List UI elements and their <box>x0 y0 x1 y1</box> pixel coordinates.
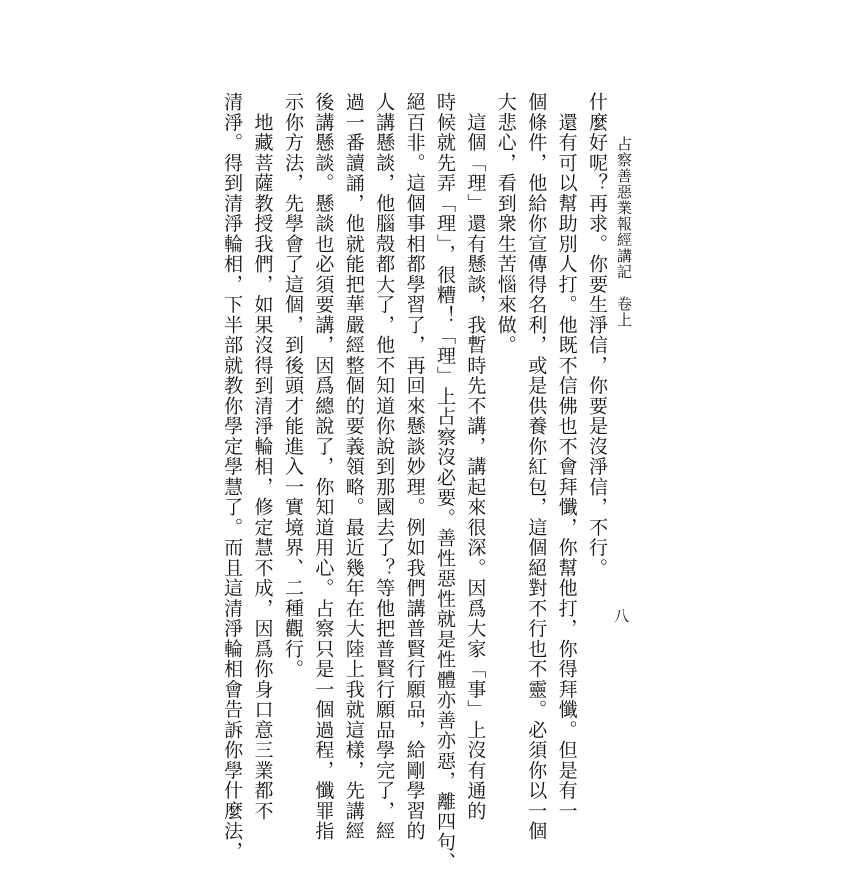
text-column: 地藏菩薩教授我們，如果沒得到清淨輪相，修定慧不成，因爲你身口意三業都不 <box>251 92 274 821</box>
text-column: 大悲心，看到衆生苦惱來做。 <box>494 92 517 356</box>
running-header: 占察善惡業報經講記 卷上 <box>615 136 633 328</box>
text-column: 什麼好呢？再求。你要生淨信，你要是沒淨信，不行。 <box>586 92 608 578</box>
text-column: 絕百非。這個事相都學習了，再回來懸談妙理。例如我們講普賢行願品，給剛學習的 <box>403 92 426 842</box>
text-column: 清淨。得到清淨輪相，下半部就教你學定學慧了。而且這清淨輪相會告訴你學什麼法， <box>221 92 244 862</box>
text-column: 後講懸談。懸談也必須要講，因爲總說了，你知道用心。占察只是一個過程，懺罪指 <box>312 92 335 842</box>
text-column: 過一番讀誦，他就能把華嚴經整個的要義領略。最近幾年在大陸上我就這樣，先講經 <box>342 92 365 842</box>
text-column: 還有可以幫助別人打。他既不信佛也不會拜懺，你幫他打，你得拜懺。但是有一 <box>555 92 578 821</box>
text-column: 人講懸談，他腦殼都大了，他不知道你說到那國去了？等他把普賢行願品學完了，經 <box>373 92 396 842</box>
text-column: 時候就先弄「理」，很糟！「理」上占察沒必要。善性惡性就是性體亦善亦惡，離四句、 <box>433 92 456 872</box>
text-column: 個條件，他給你宣傳得名利，或是供養你紅包，這個絕對不行也不靈。必須你以一個 <box>525 92 548 842</box>
text-column: 示你方法，先學會了這個，到後頭才能進入一實境界、二種觀行。 <box>281 92 304 680</box>
body-text <box>212 92 612 872</box>
text-column: 這個「理」還有懸談，我暫時先不講，講起來很深。因爲大家「事」上沒有通的 <box>464 92 487 821</box>
page-number: 八 <box>612 608 630 623</box>
